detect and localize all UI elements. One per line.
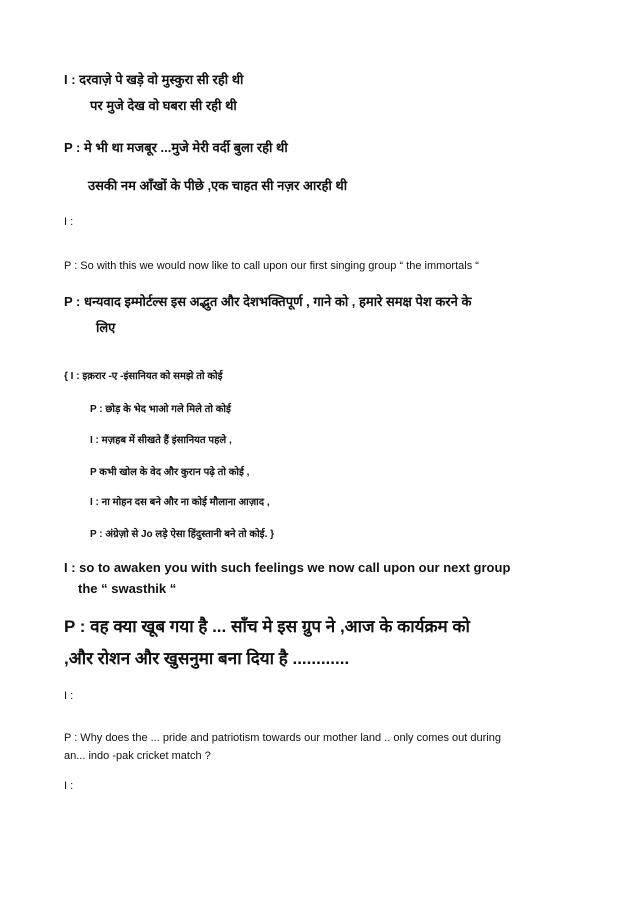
dialogue-line: I : so to awaken you with such feelings we now call upon our next group (64, 560, 511, 575)
dialogue-line: an... indo -pak cricket match ? (64, 750, 211, 762)
dialogue-line: P : Why does the ... pride and patriotism towards our mother land .. only comes out during (64, 732, 501, 744)
poem-line: P : छोड़ के भेद भाओ गले मिले तो कोई (90, 404, 231, 415)
dialogue-line: P : धन्यवाद इम्मोर्टल्स इस अद्भुत और देशभक्तिपूर्ण , गाने को , हमारे समक्ष पेश करने के (64, 294, 472, 309)
poem-line: { I : इक़रार -ए -इंसानियत को समझे तो कोई (64, 371, 223, 382)
dialogue-line: the “ swasthik “ (78, 581, 177, 596)
dialogue-line: P : मे भी था मजबूर ...मुजे मेरी वर्दी बुला रही थी (64, 140, 288, 155)
speaker-marker: I : (64, 690, 74, 702)
dialogue-line: I : दरवाज़े पे खड़े वो मुस्कुरा सी रही थी (64, 72, 244, 87)
poem-line: I : मज़हब में सीखते हैं इंसानियत पहले , (90, 435, 232, 446)
speaker-marker: I : (64, 780, 74, 792)
dialogue-line: उसकी नम आँखों के पीछे ,एक चाहत सी नज़र आरही थी (88, 178, 348, 193)
poem-line: P : अंग्रेज़ो से Jo लड़े ऐसा हिंदुस्तानी बने तो कोई. } (90, 529, 275, 540)
speaker-marker: I : (64, 216, 74, 228)
dialogue-line: P : So with this we would now like to call upon our first singing group “ the immortals “ (64, 260, 479, 272)
dialogue-line: P : वह क्या खूब गया है ... साँच मे इस ग्रुप ने ,आज के कार्यक्रम को (64, 617, 470, 636)
dialogue-line: पर मुजे देख वो घबरा सी रही थी (90, 98, 237, 113)
dialogue-line: लिए (96, 320, 116, 335)
dialogue-line: ,और रोशन और खुसनुमा बना दिया है ............ (64, 649, 350, 668)
poem-line: P कभी खोल के वेद और कुरान पढ़े तो कोई , (90, 467, 250, 478)
poem-line: I : ना मोहन दस बने और ना कोई मौलाना आज़ाद , (90, 497, 270, 508)
